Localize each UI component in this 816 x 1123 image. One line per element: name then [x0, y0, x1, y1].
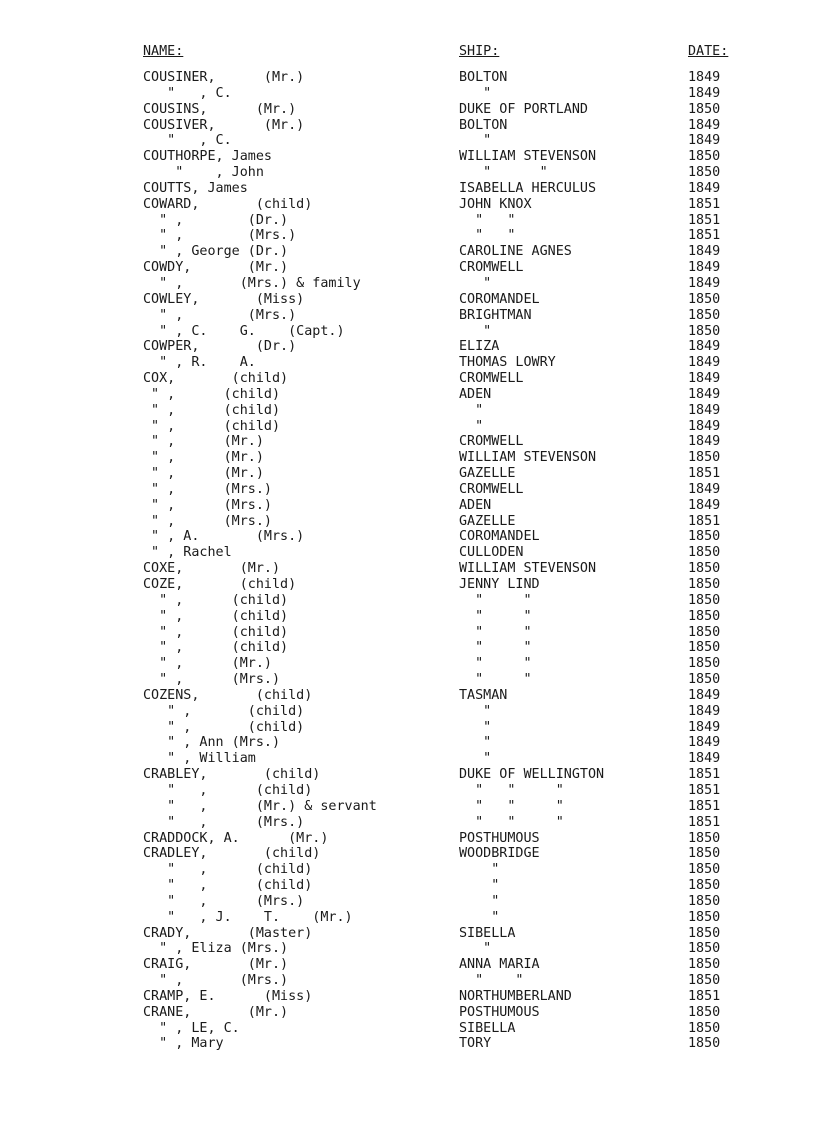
arrival-date: 1850	[688, 846, 721, 862]
arrival-date: 1849	[688, 85, 721, 101]
table-row	[0, 1021, 816, 1037]
table-row	[0, 846, 816, 862]
header-date: DATE:	[688, 44, 729, 59]
table-row	[0, 165, 816, 181]
ship-name: ISABELLA HERCULUS	[459, 180, 597, 196]
arrival-date: 1850	[688, 545, 721, 561]
arrival-date: 1849	[688, 735, 721, 751]
ship-name: "	[459, 402, 484, 418]
arrival-date: 1850	[688, 1004, 721, 1020]
ship-name: " " "	[459, 782, 564, 798]
arrival-date: 1850	[688, 640, 721, 656]
ship-name: ELIZA	[459, 339, 500, 355]
passenger-name: " , (Mrs.)	[143, 497, 272, 513]
arrival-date: 1851	[688, 212, 721, 228]
ship-name: "	[459, 909, 500, 925]
ship-name: THOMAS LOWRY	[459, 355, 556, 371]
passenger-name: COZE, (child)	[143, 577, 297, 592]
arrival-date: 1851	[688, 228, 721, 244]
ship-name: TASMAN	[459, 687, 508, 703]
arrival-date: 1850	[688, 529, 721, 545]
passenger-name: COWDY, (Mr.)	[143, 260, 289, 276]
arrival-date: 1850	[688, 450, 721, 466]
ship-name: SIBELLA	[459, 925, 516, 941]
arrival-date: 1851	[688, 798, 721, 814]
passenger-name: " , (child)	[143, 418, 281, 434]
passenger-name: " , (child)	[143, 703, 305, 719]
arrival-date: 1850	[688, 830, 721, 846]
table-row	[0, 403, 816, 419]
passenger-name: " , (Mr.)	[143, 466, 264, 482]
table-row	[0, 181, 816, 197]
passenger-name: " , (Mrs.)	[143, 973, 289, 989]
ship-name: ADEN	[459, 386, 492, 402]
passenger-name: COUSINER, (Mr.)	[143, 70, 305, 85]
passenger-name: " , C.	[143, 85, 232, 101]
passenger-name: COWPER, (Dr.)	[143, 339, 297, 355]
passenger-name: " , William	[143, 751, 256, 767]
table-row	[0, 862, 816, 878]
passenger-name: " , (child)	[143, 624, 289, 640]
arrival-date: 1850	[688, 925, 721, 941]
arrival-date: 1850	[688, 608, 721, 624]
ship-name: DUKE OF WELLINGTON	[459, 767, 605, 783]
arrival-date: 1850	[688, 941, 721, 957]
table-row	[0, 86, 816, 102]
arrival-date: 1849	[688, 275, 721, 291]
passenger-name: " , (child)	[143, 782, 313, 798]
ship-name: BOLTON	[459, 117, 508, 133]
passenger-name: COWLEY, (Miss)	[143, 291, 305, 307]
table-row	[0, 926, 816, 942]
ship-name: "	[459, 275, 492, 291]
passenger-name: " , A. (Mrs.)	[143, 529, 305, 545]
table-row	[0, 260, 816, 276]
ship-name: " "	[459, 656, 532, 672]
arrival-date: 1850	[688, 672, 721, 688]
passenger-name: COUTHORPE, James	[143, 149, 272, 165]
table-row	[0, 561, 816, 577]
passenger-name: " , (child)	[143, 640, 289, 656]
passenger-name: COWARD, (child)	[143, 196, 313, 212]
table-row	[0, 118, 816, 134]
passenger-name: " , Mary	[143, 1036, 224, 1052]
table-row	[0, 545, 816, 561]
ship-name: CAROLINE AGNES	[459, 244, 572, 260]
arrival-date: 1851	[688, 767, 721, 783]
passenger-name: COUSINS, (Mr.)	[143, 101, 297, 117]
ship-name: WILLIAM STEVENSON	[459, 561, 597, 577]
passenger-name: " , (Mr.)	[143, 656, 272, 672]
table-row	[0, 894, 816, 910]
arrival-date: 1851	[688, 466, 721, 482]
ship-name: " "	[459, 228, 516, 244]
table-row	[0, 910, 816, 926]
arrival-date: 1850	[688, 592, 721, 608]
arrival-date: 1849	[688, 719, 721, 735]
arrival-date: 1849	[688, 339, 721, 355]
arrival-date: 1850	[688, 1036, 721, 1052]
ship-name: " "	[459, 973, 524, 989]
ship-name: " "	[459, 592, 532, 608]
table-row	[0, 308, 816, 324]
passenger-name: CRADY, (Master)	[143, 925, 313, 941]
table-row	[0, 799, 816, 815]
passenger-name: " , (Mrs.)	[143, 672, 281, 688]
passenger-name: " , (Mrs.)	[143, 513, 272, 529]
passenger-name: CRADDOCK, A. (Mr.)	[143, 830, 329, 846]
table-row	[0, 720, 816, 736]
table-row	[0, 70, 816, 86]
ship-name: "	[459, 323, 492, 339]
passenger-name: " , (child)	[143, 719, 305, 735]
ship-name: POSTHUMOUS	[459, 830, 540, 846]
table-row	[0, 482, 816, 498]
ship-name: COROMANDEL	[459, 291, 540, 307]
passenger-name: " , (Mr.)	[143, 434, 264, 450]
ship-name: ANNA MARIA	[459, 957, 540, 973]
passenger-name: " , Eliza (Mrs.)	[143, 941, 289, 957]
passenger-name: " , C. G. (Capt.)	[143, 323, 345, 339]
arrival-date: 1850	[688, 1020, 721, 1036]
passenger-name: " , Ann (Mrs.)	[143, 735, 281, 751]
passenger-name: COZENS, (child)	[143, 687, 313, 703]
table-row	[0, 339, 816, 355]
ship-name: " " "	[459, 814, 564, 830]
passenger-name: " , (child)	[143, 878, 313, 894]
table-row	[0, 625, 816, 641]
passenger-name: " , LE, C.	[143, 1020, 240, 1036]
ship-name: "	[459, 719, 492, 735]
passenger-name: " , (child)	[143, 592, 289, 608]
ship-name: " "	[459, 624, 532, 640]
ship-name: "	[459, 751, 492, 767]
arrival-date: 1849	[688, 703, 721, 719]
table-row	[0, 355, 816, 371]
arrival-date: 1850	[688, 656, 721, 672]
arrival-date: 1849	[688, 117, 721, 133]
ship-name: BRIGHTMAN	[459, 307, 532, 323]
passenger-name: CRANE, (Mr.)	[143, 1004, 289, 1020]
table-row	[0, 1036, 816, 1052]
arrival-date: 1850	[688, 577, 721, 592]
arrival-date: 1851	[688, 782, 721, 798]
passenger-name: " , (Mrs.)	[143, 481, 272, 497]
arrival-date: 1849	[688, 386, 721, 402]
arrival-date: 1850	[688, 862, 721, 878]
ship-name: "	[459, 703, 492, 719]
header-ship: SHIP:	[459, 44, 500, 59]
table-row	[0, 577, 816, 593]
passenger-name: " , (child)	[143, 402, 281, 418]
passenger-name: COUTTS, James	[143, 180, 248, 196]
table-row	[0, 783, 816, 799]
passenger-name: " , C.	[143, 133, 232, 149]
ship-name: WOODBRIDGE	[459, 846, 540, 862]
ship-name: " "	[459, 672, 532, 688]
table-row	[0, 1005, 816, 1021]
arrival-date: 1849	[688, 418, 721, 434]
arrival-date: 1849	[688, 244, 721, 260]
ship-name: " " "	[459, 798, 564, 814]
table-row	[0, 831, 816, 847]
ship-name: BOLTON	[459, 70, 508, 85]
arrival-date: 1851	[688, 196, 721, 212]
arrival-date: 1849	[688, 180, 721, 196]
ship-name: WILLIAM STEVENSON	[459, 149, 597, 165]
table-row	[0, 228, 816, 244]
passenger-name: " , Rachel	[143, 545, 232, 561]
passenger-name: " , (Mrs.)	[143, 893, 305, 909]
passenger-name: " , (child)	[143, 862, 313, 878]
table-row	[0, 387, 816, 403]
passenger-name: " , George (Dr.)	[143, 244, 289, 260]
table-row	[0, 292, 816, 308]
table-row	[0, 878, 816, 894]
arrival-date: 1850	[688, 101, 721, 117]
table-row	[0, 529, 816, 545]
passenger-name: " , (Mr.) & servant	[143, 798, 377, 814]
table-row	[0, 941, 816, 957]
table-row	[0, 735, 816, 751]
arrival-date: 1850	[688, 973, 721, 989]
ship-name: CROMWELL	[459, 260, 524, 276]
passenger-name: " , (Mrs.)	[143, 228, 297, 244]
table-row	[0, 434, 816, 450]
ship-name: "	[459, 941, 492, 957]
table-row	[0, 989, 816, 1005]
passenger-name: CRAIG, (Mr.)	[143, 957, 289, 973]
passenger-name: " , John	[143, 165, 264, 181]
table-row	[0, 672, 816, 688]
ship-name: " "	[459, 608, 532, 624]
ship-name: "	[459, 735, 492, 751]
table-row	[0, 149, 816, 165]
arrival-date: 1850	[688, 909, 721, 925]
table-row	[0, 133, 816, 149]
table-row	[0, 593, 816, 609]
table-row	[0, 609, 816, 625]
arrival-date: 1849	[688, 434, 721, 450]
ship-name: COROMANDEL	[459, 529, 540, 545]
arrival-date: 1850	[688, 323, 721, 339]
ship-name: "	[459, 133, 492, 149]
arrival-date: 1849	[688, 481, 721, 497]
ship-name: GAZELLE	[459, 466, 516, 482]
table-row	[0, 815, 816, 831]
table-row	[0, 751, 816, 767]
table-row	[0, 197, 816, 213]
ship-name: CROMWELL	[459, 481, 524, 497]
ship-name: POSTHUMOUS	[459, 1004, 540, 1020]
arrival-date: 1850	[688, 957, 721, 973]
table-row	[0, 640, 816, 656]
arrival-date: 1849	[688, 402, 721, 418]
arrival-date: 1851	[688, 513, 721, 529]
arrival-date: 1850	[688, 624, 721, 640]
ship-name: TORY	[459, 1036, 492, 1052]
passenger-list	[0, 70, 816, 1052]
ship-name: NORTHUMBERLAND	[459, 988, 572, 1004]
ship-name: JOHN KNOX	[459, 196, 532, 212]
arrival-date: 1849	[688, 133, 721, 149]
ship-name: WILLIAM STEVENSON	[459, 450, 597, 466]
passenger-name: " , R. A.	[143, 355, 256, 371]
arrival-date: 1849	[688, 355, 721, 371]
table-row	[0, 466, 816, 482]
ship-name: " "	[459, 212, 516, 228]
passenger-name: " , (Mrs.)	[143, 814, 305, 830]
passenger-name: " , (child)	[143, 608, 289, 624]
passenger-name: CRADLEY, (child)	[143, 846, 321, 862]
passenger-name: COX, (child)	[143, 371, 289, 387]
ship-name: "	[459, 85, 492, 101]
passenger-name: COUSIVER, (Mr.)	[143, 117, 305, 133]
arrival-date: 1850	[688, 561, 721, 577]
arrival-date: 1849	[688, 260, 721, 276]
passenger-name: " , (Mrs.)	[143, 307, 297, 323]
ship-name: DUKE OF PORTLAND	[459, 101, 588, 117]
ship-name: "	[459, 862, 500, 878]
ship-name: GAZELLE	[459, 513, 516, 529]
table-row	[0, 371, 816, 387]
arrival-date: 1850	[688, 291, 721, 307]
arrival-date: 1849	[688, 371, 721, 387]
table-row	[0, 957, 816, 973]
table-row	[0, 704, 816, 720]
arrival-date: 1850	[688, 893, 721, 909]
ship-name: " "	[459, 640, 532, 656]
table-row	[0, 324, 816, 340]
table-row	[0, 514, 816, 530]
passenger-name: CRAMP, E. (Miss)	[143, 988, 313, 1004]
arrival-date: 1849	[688, 687, 721, 703]
ship-name: ADEN	[459, 497, 492, 513]
passenger-name: " , J. T. (Mr.)	[143, 909, 353, 925]
arrival-date: 1851	[688, 988, 721, 1004]
passenger-name: CRABLEY, (child)	[143, 767, 321, 783]
ship-name: CROMWELL	[459, 371, 524, 387]
table-row	[0, 419, 816, 435]
table-row	[0, 244, 816, 260]
arrival-date: 1849	[688, 751, 721, 767]
table-row	[0, 767, 816, 783]
table-row	[0, 656, 816, 672]
table-row	[0, 276, 816, 292]
table-row	[0, 102, 816, 118]
ship-name: "	[459, 418, 484, 434]
arrival-date: 1850	[688, 149, 721, 165]
table-row	[0, 450, 816, 466]
ship-name: "	[459, 878, 500, 894]
ship-name: SIBELLA	[459, 1020, 516, 1036]
table-row	[0, 498, 816, 514]
ship-name: CROMWELL	[459, 434, 524, 450]
passenger-name: " , (Dr.)	[143, 212, 289, 228]
table-row	[0, 688, 816, 704]
passenger-name: COXE, (Mr.)	[143, 561, 281, 577]
passenger-name: " , (child)	[143, 386, 281, 402]
arrival-date: 1850	[688, 307, 721, 323]
ship-name: CULLODEN	[459, 545, 524, 561]
header-name: NAME:	[143, 44, 184, 59]
passenger-name: " , (Mr.)	[143, 450, 264, 466]
arrival-date: 1850	[688, 165, 721, 181]
ship-name: JENNY LIND	[459, 577, 540, 592]
arrival-date: 1850	[688, 878, 721, 894]
arrival-date: 1851	[688, 814, 721, 830]
arrival-date: 1849	[688, 70, 721, 85]
passenger-name: " , (Mrs.) & family	[143, 275, 361, 291]
table-row	[0, 973, 816, 989]
ship-name: "	[459, 893, 500, 909]
ship-name: " "	[459, 165, 548, 181]
arrival-date: 1849	[688, 497, 721, 513]
table-row	[0, 213, 816, 229]
